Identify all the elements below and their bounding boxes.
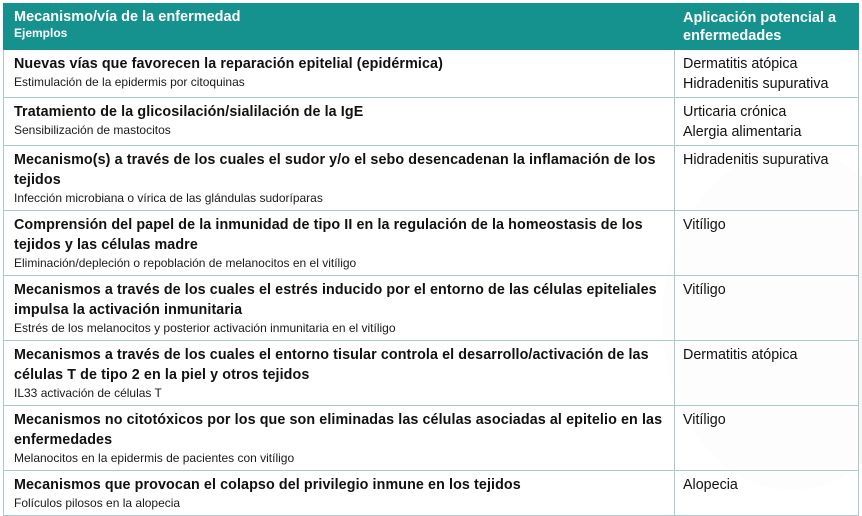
application-cell (675, 341, 859, 406)
application-item: Vitíligo (683, 412, 726, 428)
table-row (4, 50, 859, 98)
mechanism-cell (4, 50, 675, 98)
mechanism-cell (4, 276, 675, 341)
application-item: Alopecia (683, 477, 738, 493)
header-mechanism-cell (4, 4, 675, 50)
mechanism-example: Eliminación/depleción o repoblación de melanocitos en el vitíligo (14, 256, 357, 270)
application-cell (675, 471, 859, 516)
mechanism-cell (4, 406, 675, 471)
mechanism-example: Estimulación de la epidermis por citoquinas (14, 75, 245, 89)
mechanism-cell (4, 341, 675, 406)
mechanism-example: IL33 activación de células T (14, 386, 162, 400)
mechanism-example: Estrés de los melanocitos y posterior activación inmunitaria en el vitíligo (14, 321, 396, 335)
table-row (4, 406, 859, 471)
application-item: Vitíligo (683, 282, 726, 298)
table-row (4, 276, 859, 341)
mechanism-example: Melanocitos en la epidermis de pacientes con vitíligo (14, 451, 295, 465)
mechanism-title: Comprensión del papel de la inmunidad de tipo II en la regulación de la homeostasis de los tejidos y las células madre (14, 217, 643, 253)
application-item: Urticaria crónica (683, 104, 787, 120)
header-examples-subtitle: Ejemplos (14, 26, 68, 40)
application-item: Dermatitis atópica (683, 56, 798, 72)
application-item: Alergia alimentaria (683, 124, 802, 140)
table-row (4, 471, 859, 516)
mechanism-title: Mecanismos que provocan el colapso del privilegio inmune en los tejidos (14, 477, 521, 493)
header-mechanism-title: Mecanismo/vía de la enfermedad (14, 9, 241, 25)
application-cell (675, 50, 859, 98)
mechanism-title: Tratamiento de la glicosilación/sialilación de la IgE (14, 104, 364, 120)
mechanism-title: Nuevas vías que favorecen la reparación epitelial (epidérmica) (14, 56, 443, 72)
mechanism-example: Infección microbiana o vírica de las glándulas sudoríparas (14, 191, 323, 205)
mechanism-cell (4, 98, 675, 146)
table-row (4, 341, 859, 406)
header-application-title: Aplicación potencial a enfermedades (683, 10, 837, 44)
mechanism-title: Mecanismos a través de los cuales el entorno tisular controla el desarrollo/activación de las células T de tipo 2 en la piel y otros tejidos (14, 347, 649, 383)
mechanism-cell (4, 211, 675, 276)
mechanism-title: Mecanismos no citotóxicos por los que son eliminadas las células asociadas al epitelio en las enfermedades (14, 412, 663, 448)
mechanism-example: Folículos pilosos en la alopecia (14, 496, 181, 510)
application-cell (675, 146, 859, 211)
table-row (4, 98, 859, 146)
mechanism-title: Mecanismos a través de los cuales el estrés inducido por el entorno de las células epiteliales impulsa la activación inmunitaria (14, 282, 657, 318)
header-application-cell (675, 4, 859, 50)
application-cell (675, 406, 859, 471)
application-cell (675, 98, 859, 146)
mechanism-example: Sensibilización de mastocitos (14, 123, 171, 137)
application-cell (675, 211, 859, 276)
mechanisms-table (3, 3, 859, 516)
application-item: Vitíligo (683, 217, 726, 233)
mechanism-cell (4, 146, 675, 211)
application-item: Hidradenitis supurativa (683, 152, 829, 168)
application-item: Hidradenitis supurativa (683, 76, 829, 92)
table-row (4, 211, 859, 276)
table-header-row (4, 4, 859, 50)
table-row (4, 146, 859, 211)
mechanism-cell (4, 471, 675, 516)
application-cell (675, 276, 859, 341)
application-item: Dermatitis atópica (683, 347, 798, 363)
mechanism-title: Mecanismo(s) a través de los cuales el sudor y/o el sebo desencadenan la inflamación de los tejidos (14, 152, 656, 188)
